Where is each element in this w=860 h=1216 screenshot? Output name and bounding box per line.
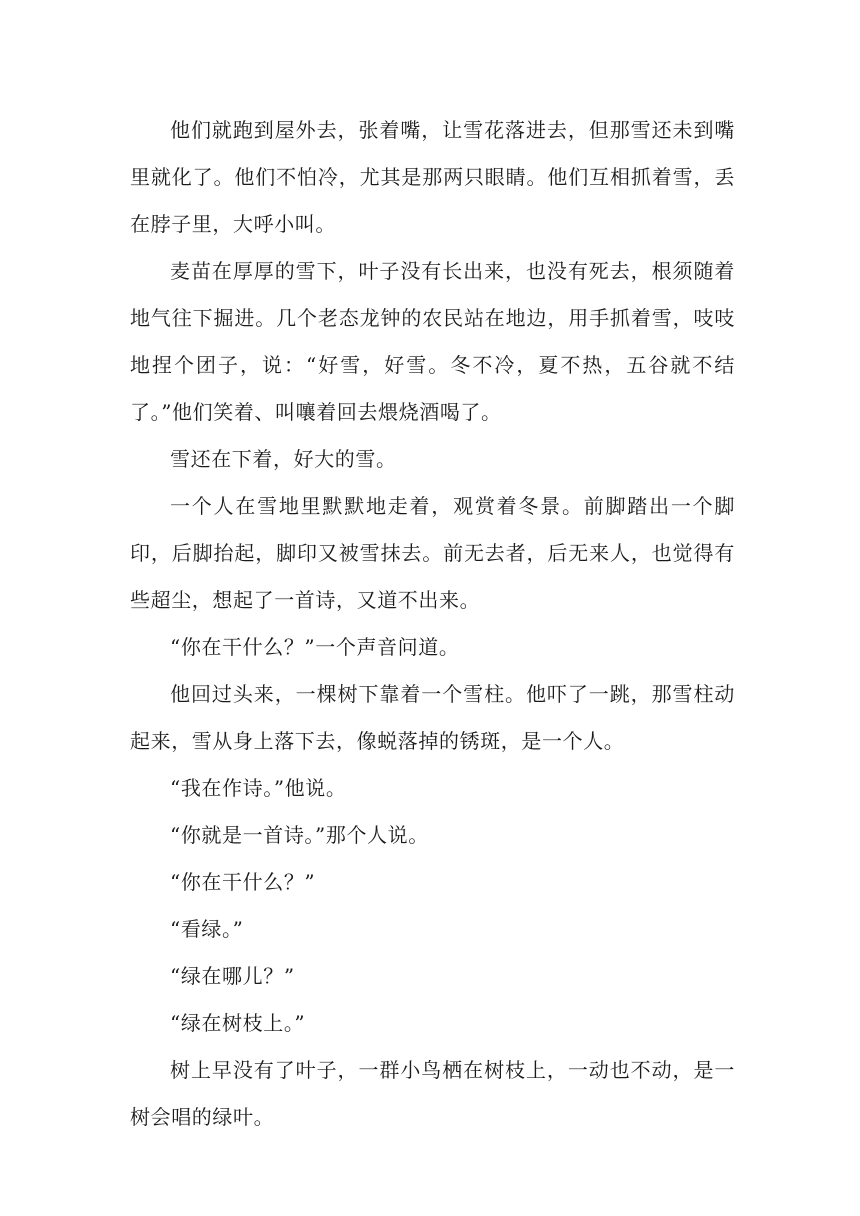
paragraph-11: “绿在哪儿？” <box>170 964 295 988</box>
paragraph-3: 雪还在下着，好大的雪。 <box>170 447 397 471</box>
paragraph-6: 他回过头来，一棵树下靠着一个雪柱。他吓了一跳，那雪柱动起来，雪从身上落下去，像蜕落掉的锈斑，是一个人。 <box>130 682 735 753</box>
paragraph-12: “绿在树枝上。” <box>170 1011 306 1035</box>
paragraph-7: “我在作诗。”他说。 <box>170 776 347 800</box>
paragraph-13: 树上早没有了叶子，一群小鸟栖在树枝上，一动也不动，是一树会唱的绿叶。 <box>130 1058 735 1129</box>
paragraph-5: “你在干什么？”一个声音问道。 <box>170 635 460 659</box>
paragraph-4: 一个人在雪地里默默地走着，观赏着冬景。前脚踏出一个脚印，后脚抬起，脚印又被雪抹去。前无去者，后无来人，也觉得有些超尘，想起了一首诗，又道不出来。 <box>130 494 735 612</box>
paragraph-8: “你就是一首诗。”那个人说。 <box>170 823 429 847</box>
paragraph-2: 麦苗在厚厚的雪下，叶子没有长出来，也没有死去，根须随着地气往下掘进。几个老态龙钟的农民站在地边，用手抓着雪，吱吱地捏个团子，说：“好雪，好雪。冬不冷，夏不热，五谷就不结了。”他们笑着、叫嚷着回去煨烧酒喝了。 <box>130 259 735 424</box>
paragraph-1: 他们就跑到屋外去，张着嘴，让雪花落进去，但那雪还未到嘴里就化了。他们不怕冷，尤其是那两只眼睛。他们互相抓着雪，丢在脖子里，大呼小叫。 <box>130 118 735 236</box>
document-body <box>130 107 735 1141</box>
paragraph-10: “看绿。” <box>170 917 244 941</box>
paragraph-9: “你在干什么？” <box>170 870 316 894</box>
